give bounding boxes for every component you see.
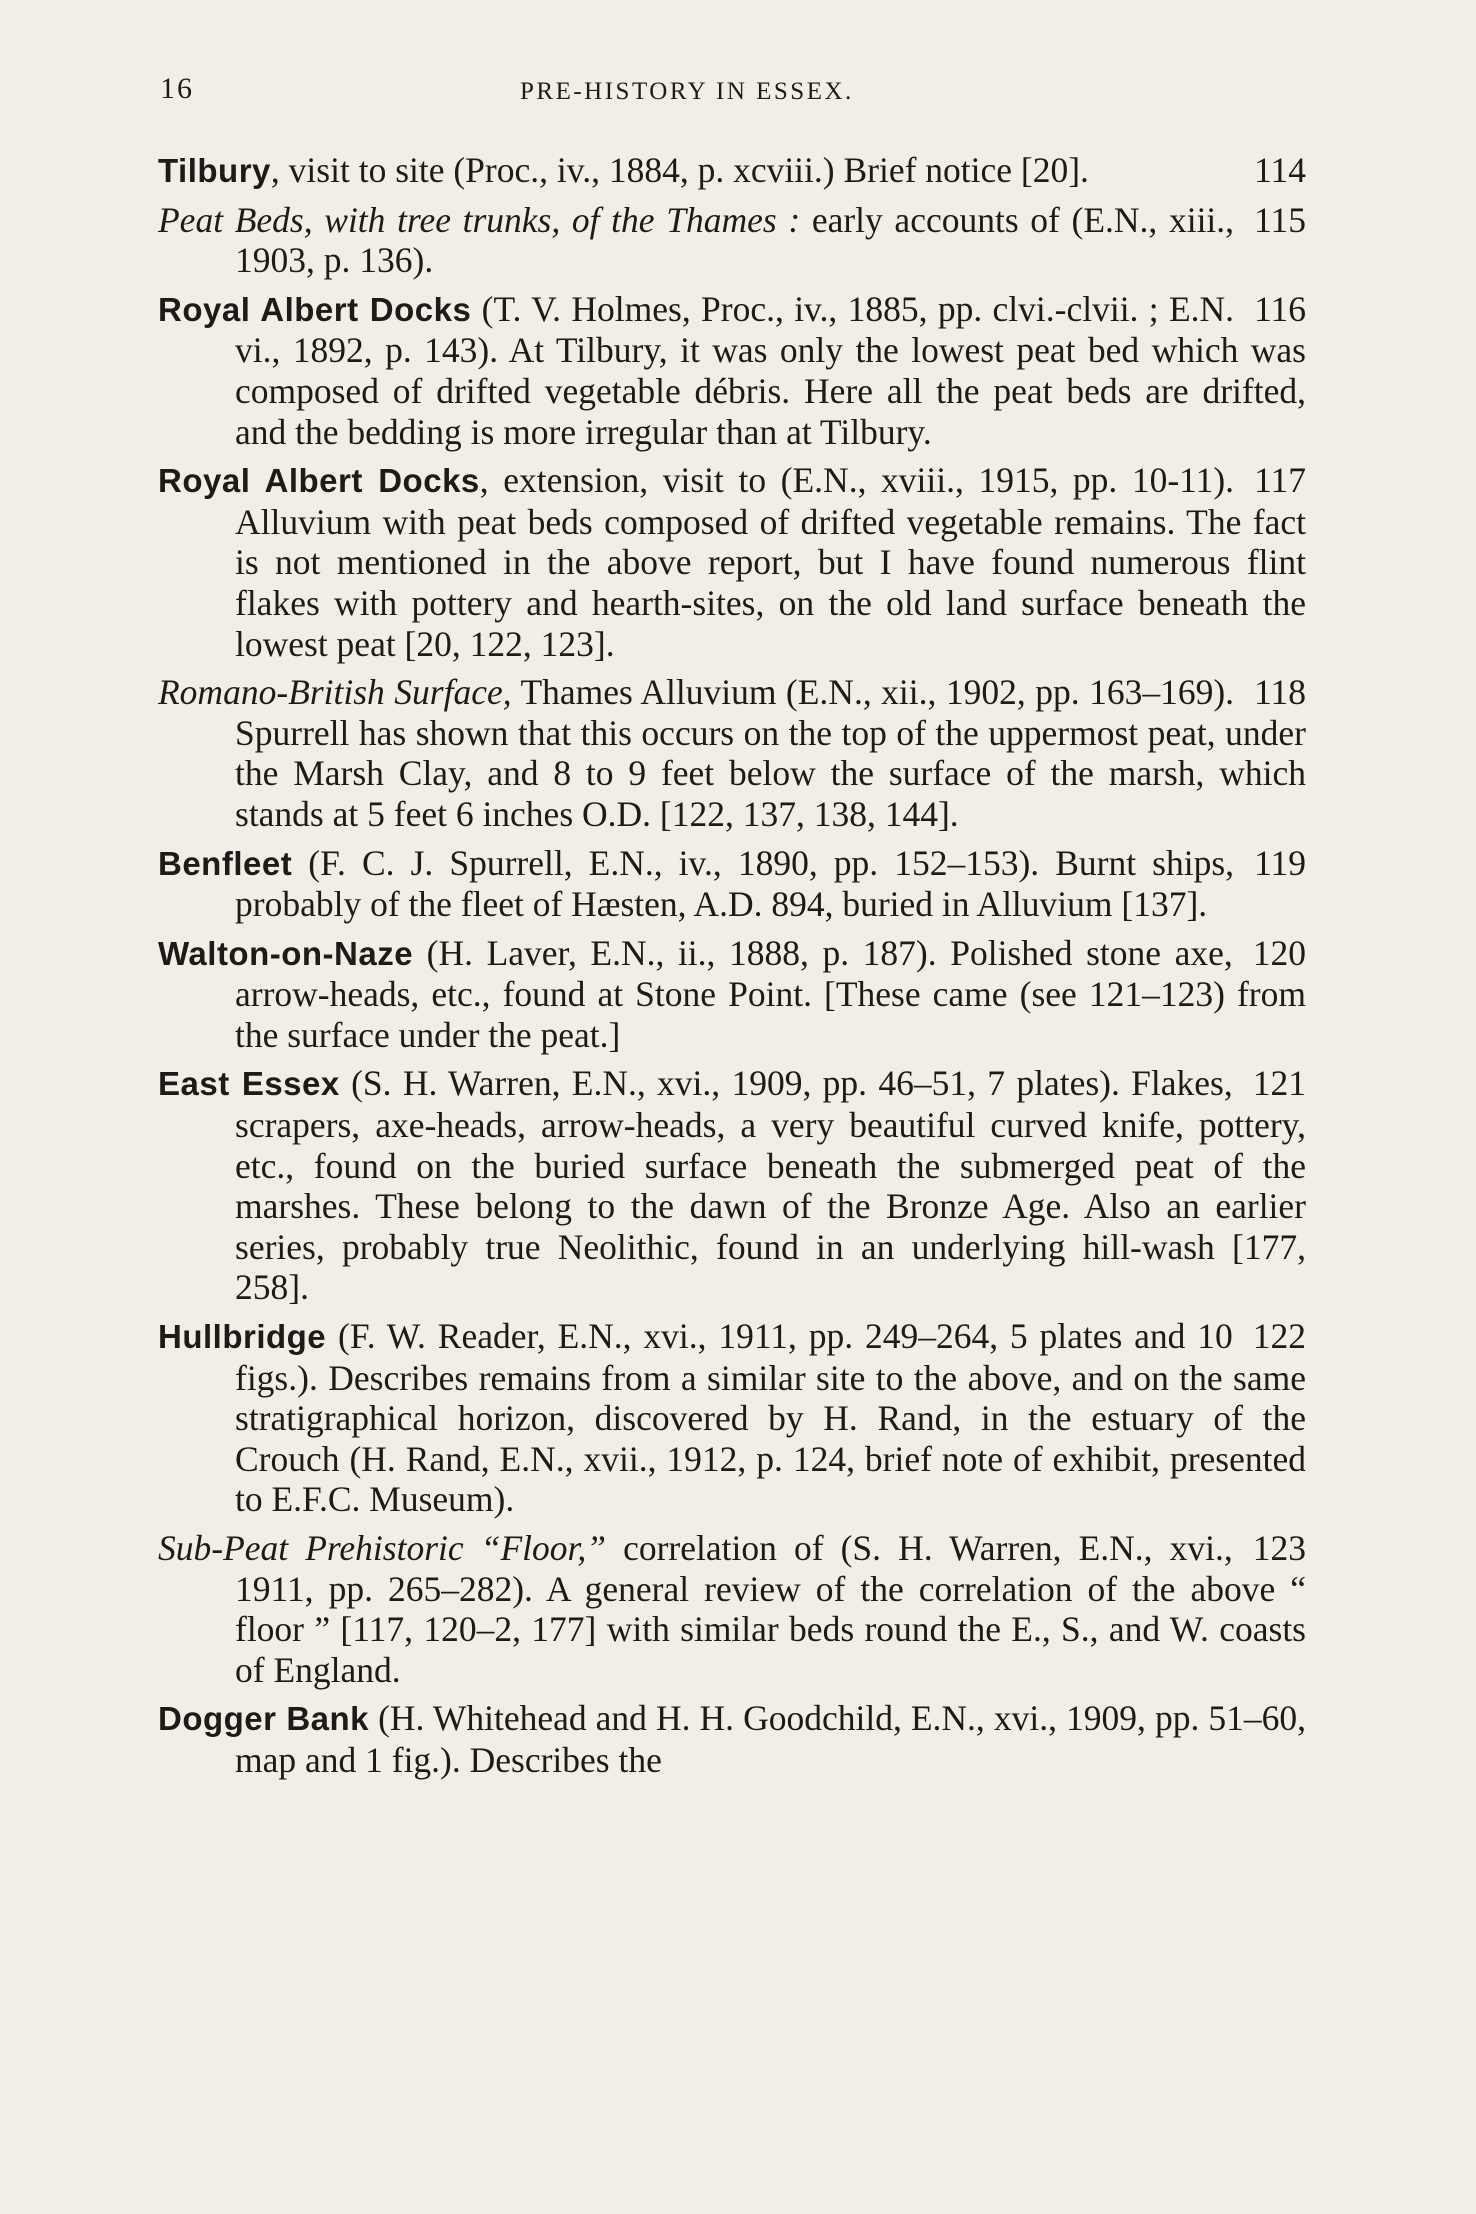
entry-number: 119	[1254, 842, 1306, 883]
entry-number: 118	[1254, 672, 1306, 713]
page-number: 16	[160, 72, 194, 105]
entry-number: 117	[1254, 460, 1306, 501]
entry-number: 114	[1254, 150, 1306, 190]
entry-heading: Peat Beds, with tree trunks, of the Thames :	[158, 199, 801, 240]
entry-text: (S. H. Warren, E.N., xvi., 1909, pp. 46–51, 7 plates). Flakes, scrapers, axe-heads, arrow-heads, a very beautiful curved knife, pottery, etc., found on the buried surface beneath the submerged peat of the marshes. These belong to the dawn of the Bronze Age. Also an earlier series, probably true Neolithic, found in an underlying hill-wash [177, 258].	[235, 1063, 1306, 1308]
entry-heading: Tilbury	[158, 152, 271, 189]
entry-dogger-bank	[158, 1698, 1306, 1780]
running-head	[160, 72, 1310, 122]
entry-text: (H. Laver, E.N., ii., 1888, p. 187). Polished stone axe, arrow-heads, etc., found at Stone Point. [These came (see 121–123) from the surface under the peat.]	[235, 932, 1306, 1055]
entry-text: correlation of (S. H. Warren, E.N., xvi., 1911, pp. 265–282). A general review of the correlation of the above “ floor ” [117, 120–2, 177] with similar beds round the E., S., and W. coasts of England.	[235, 1528, 1306, 1690]
entry-text: (H. Whitehead and H. H. Goodchild, E.N., xvi., 1909, pp. 51–60, map and 1 fig.). Describes the	[235, 1698, 1306, 1780]
entry-120	[158, 933, 1306, 1056]
entry-text: , visit to site (Proc., iv., 1884, p. xcviii.) Brief notice [20].	[270, 150, 1089, 190]
entry-118	[158, 672, 1306, 834]
entry-heading: Hullbridge	[158, 1318, 327, 1356]
entry-heading: Dogger Bank	[158, 1700, 370, 1738]
entry-text: Thames Alluvium (E.N., xii., 1902, pp. 163–169). Spurrell has shown that this occurs on the top of the uppermost peat, under the Marsh Clay, and 8 to 9 feet below the surface of the marsh, which stands at 5 feet 6 inches O.D. [122, 137, 138, 144].	[235, 672, 1306, 834]
entry-116	[158, 289, 1306, 452]
entry-heading: Benfleet	[158, 844, 293, 882]
entry-117	[158, 460, 1306, 664]
entry-heading: Walton-on-Naze	[158, 934, 414, 972]
bibliography-list	[158, 150, 1306, 1789]
entry-115	[158, 200, 1306, 281]
entry-text: (T. V. Holmes, Proc., iv., 1885, pp. clvi.-clvii. ; E.N. vi., 1892, p. 143). At Tilbury, it was only the lowest peat bed which was composed of drifted vegetable débris. Here all the peat beds are drifted, and the bedding is more irregular than at Tilbury.	[235, 288, 1306, 452]
entry-number: 116	[1254, 288, 1306, 329]
running-title: PRE-HISTORY IN ESSEX.	[520, 78, 854, 105]
entry-heading: Sub-Peat Prehistoric “Floor,”	[158, 1528, 607, 1568]
entry-number: 120	[1252, 932, 1306, 973]
entry-heading: Romano-British Surface,	[158, 672, 512, 713]
entry-number: 122	[1252, 1316, 1306, 1357]
entry-text: , extension, visit to (E.N., xviii., 1915, pp. 10-11). Alluvium with peat beds composed of drifted vegetable remains. The fact is not mentioned in the above report, but I have found numerous flint flakes with pottery and hearth-sites, on the old land surface beneath the lowest peat [20, 122, 123].	[235, 460, 1306, 664]
entry-text: (F. C. J. Spurrell, E.N., iv., 1890, pp. 152–153). Burnt ships, probably of the fleet of Hæsten, A.D. 894, buried in Alluvium [137].	[235, 842, 1235, 925]
entry-119	[158, 843, 1306, 925]
entry-heading: Royal Albert Docks	[158, 290, 472, 328]
entry-text: early accounts of (E.N., xiii., 1903, p. 136).	[235, 199, 1235, 281]
entry-123	[158, 1528, 1306, 1690]
entry-number: 115	[1254, 199, 1306, 240]
entry-114	[158, 150, 1306, 192]
entry-text: (F. W. Reader, E.N., xvi., 1911, pp. 249–264, 5 plates and 10 figs.). Describes remains from a similar site to the above, and on the same stratigraphical horizon, discovered by H. Rand, in the estuary of the Crouch (H. Rand, E.N., xvii., 1912, p. 124, brief note of exhibit, presented to E.F.C. Museum).	[235, 1316, 1306, 1520]
entry-number: 121	[1252, 1063, 1306, 1104]
entry-121	[158, 1063, 1306, 1308]
entry-heading: East Essex	[158, 1065, 340, 1103]
entry-122	[158, 1316, 1306, 1520]
entry-number: 123	[1252, 1528, 1306, 1568]
entry-heading: Royal Albert Docks	[158, 462, 480, 500]
